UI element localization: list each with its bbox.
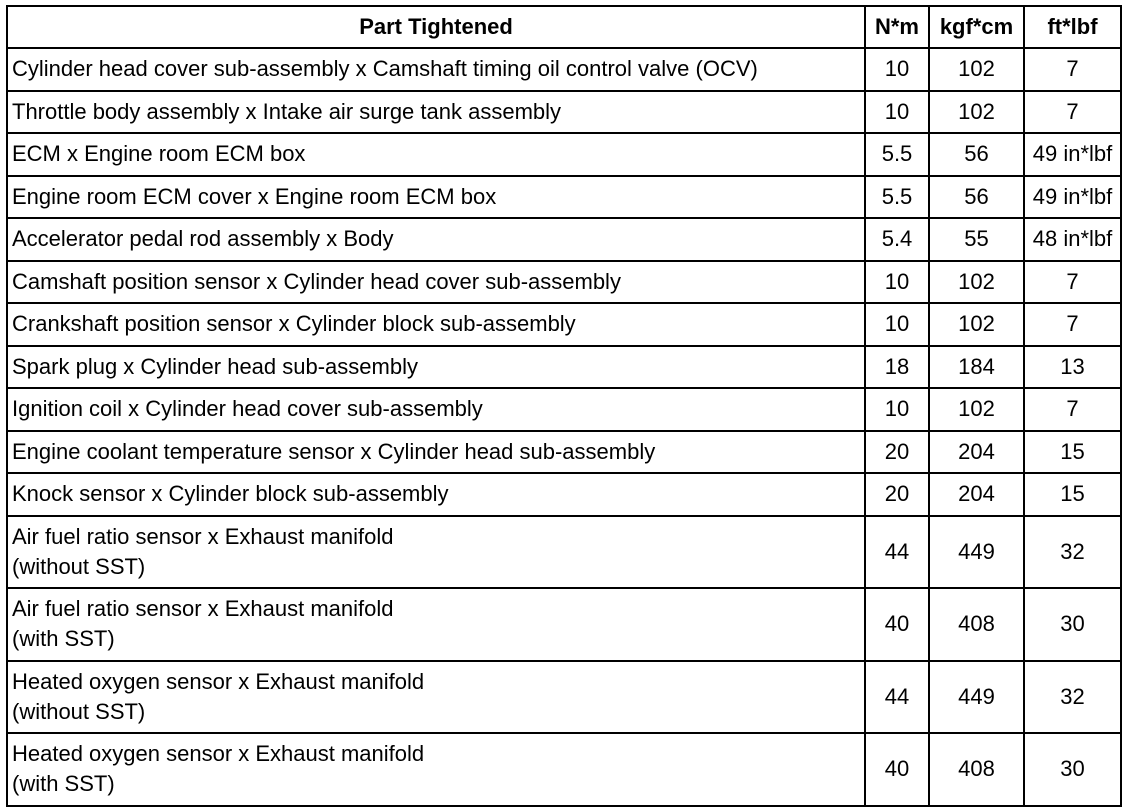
header-part-tightened: Part Tightened bbox=[7, 6, 865, 48]
header-ft-lbf: ft*lbf bbox=[1024, 6, 1121, 48]
table-row bbox=[7, 431, 1121, 474]
ft-lbf-cell: 7 bbox=[1024, 48, 1121, 91]
part-tightened-cell bbox=[7, 218, 865, 261]
newton-meter-cell: 10 bbox=[865, 303, 929, 346]
table-row bbox=[7, 473, 1121, 516]
table-row bbox=[7, 133, 1121, 176]
newton-meter-cell: 40 bbox=[865, 588, 929, 661]
ft-lbf-cell: 49 in*lbf bbox=[1024, 133, 1121, 176]
kgf-cm-cell: 102 bbox=[929, 91, 1024, 134]
part-description-line: ECM x Engine room ECM box bbox=[12, 141, 306, 167]
ft-lbf-cell: 7 bbox=[1024, 261, 1121, 304]
ft-lbf-cell: 30 bbox=[1024, 733, 1121, 806]
table-row bbox=[7, 48, 1121, 91]
kgf-cm-cell: 102 bbox=[929, 48, 1024, 91]
kgf-cm-cell: 102 bbox=[929, 388, 1024, 431]
kgf-cm-cell: 449 bbox=[929, 516, 1024, 589]
part-tightened-cell bbox=[7, 91, 865, 134]
ft-lbf-cell: 32 bbox=[1024, 661, 1121, 734]
kgf-cm-cell: 102 bbox=[929, 303, 1024, 346]
newton-meter-cell: 10 bbox=[865, 261, 929, 304]
part-tightened-cell bbox=[7, 733, 865, 806]
table-row bbox=[7, 588, 1121, 661]
kgf-cm-cell: 449 bbox=[929, 661, 1024, 734]
torque-spec-table bbox=[6, 5, 1122, 807]
part-description-line: Air fuel ratio sensor x Exhaust manifold bbox=[12, 596, 394, 622]
header-kgf-cm: kgf*cm bbox=[929, 6, 1024, 48]
newton-meter-cell: 40 bbox=[865, 733, 929, 806]
kgf-cm-cell: 102 bbox=[929, 261, 1024, 304]
part-description-line: Cylinder head cover sub-assembly x Camshaft timing oil control valve (OCV) bbox=[12, 56, 758, 82]
newton-meter-cell: 10 bbox=[865, 48, 929, 91]
part-description-line: Ignition coil x Cylinder head cover sub-assembly bbox=[12, 396, 483, 422]
ft-lbf-cell: 13 bbox=[1024, 346, 1121, 389]
newton-meter-cell: 20 bbox=[865, 431, 929, 474]
table-row bbox=[7, 303, 1121, 346]
part-tightened-cell bbox=[7, 176, 865, 219]
table-row bbox=[7, 176, 1121, 219]
newton-meter-cell: 10 bbox=[865, 91, 929, 134]
newton-meter-cell: 5.5 bbox=[865, 176, 929, 219]
ft-lbf-cell: 15 bbox=[1024, 431, 1121, 474]
header-newton-meter: N*m bbox=[865, 6, 929, 48]
torque-table-body bbox=[7, 48, 1121, 806]
ft-lbf-cell: 30 bbox=[1024, 588, 1121, 661]
kgf-cm-cell: 184 bbox=[929, 346, 1024, 389]
ft-lbf-cell: 32 bbox=[1024, 516, 1121, 589]
part-tightened-cell bbox=[7, 303, 865, 346]
part-tightened-cell bbox=[7, 473, 865, 516]
part-description-line: (without SST) bbox=[12, 698, 146, 724]
table-row bbox=[7, 91, 1121, 134]
part-tightened-cell bbox=[7, 431, 865, 474]
ft-lbf-cell: 7 bbox=[1024, 303, 1121, 346]
part-description-line: Engine room ECM cover x Engine room ECM box bbox=[12, 183, 497, 209]
part-description-line: (with SST) bbox=[12, 771, 115, 797]
part-tightened-cell bbox=[7, 388, 865, 431]
kgf-cm-cell: 55 bbox=[929, 218, 1024, 261]
ft-lbf-cell: 48 in*lbf bbox=[1024, 218, 1121, 261]
part-description-line: (without SST) bbox=[12, 553, 146, 579]
part-tightened-cell bbox=[7, 516, 865, 589]
part-tightened-cell bbox=[7, 661, 865, 734]
part-description-line: Knock sensor x Cylinder block sub-assembly bbox=[12, 481, 449, 507]
newton-meter-cell: 44 bbox=[865, 516, 929, 589]
ft-lbf-cell: 7 bbox=[1024, 388, 1121, 431]
part-description-line: (with SST) bbox=[12, 626, 115, 652]
part-description-line: Camshaft position sensor x Cylinder head cover sub-assembly bbox=[12, 268, 621, 294]
part-description-line: Throttle body assembly x Intake air surge tank assembly bbox=[12, 98, 562, 124]
table-row bbox=[7, 516, 1121, 589]
table-row bbox=[7, 733, 1121, 806]
part-description-line: Air fuel ratio sensor x Exhaust manifold bbox=[12, 523, 394, 549]
header-row bbox=[7, 6, 1121, 48]
ft-lbf-cell: 49 in*lbf bbox=[1024, 176, 1121, 219]
part-tightened-cell bbox=[7, 346, 865, 389]
part-description-line: Spark plug x Cylinder head sub-assembly bbox=[12, 353, 418, 379]
kgf-cm-cell: 204 bbox=[929, 431, 1024, 474]
newton-meter-cell: 10 bbox=[865, 388, 929, 431]
part-tightened-cell bbox=[7, 261, 865, 304]
part-tightened-cell bbox=[7, 588, 865, 661]
kgf-cm-cell: 408 bbox=[929, 733, 1024, 806]
part-description-line: Accelerator pedal rod assembly x Body bbox=[12, 226, 394, 252]
part-tightened-cell bbox=[7, 48, 865, 91]
newton-meter-cell: 44 bbox=[865, 661, 929, 734]
table-row bbox=[7, 346, 1121, 389]
part-description-line: Engine coolant temperature sensor x Cylinder head sub-assembly bbox=[12, 438, 656, 464]
ft-lbf-cell: 15 bbox=[1024, 473, 1121, 516]
part-description-line: Heated oxygen sensor x Exhaust manifold bbox=[12, 668, 425, 694]
kgf-cm-cell: 408 bbox=[929, 588, 1024, 661]
kgf-cm-cell: 56 bbox=[929, 176, 1024, 219]
kgf-cm-cell: 204 bbox=[929, 473, 1024, 516]
part-description-line: Crankshaft position sensor x Cylinder block sub-assembly bbox=[12, 311, 576, 337]
table-row bbox=[7, 388, 1121, 431]
table-row bbox=[7, 261, 1121, 304]
ft-lbf-cell: 7 bbox=[1024, 91, 1121, 134]
table-row bbox=[7, 661, 1121, 734]
newton-meter-cell: 5.4 bbox=[865, 218, 929, 261]
part-description-line: Heated oxygen sensor x Exhaust manifold bbox=[12, 741, 425, 767]
newton-meter-cell: 20 bbox=[865, 473, 929, 516]
newton-meter-cell: 5.5 bbox=[865, 133, 929, 176]
part-tightened-cell bbox=[7, 133, 865, 176]
kgf-cm-cell: 56 bbox=[929, 133, 1024, 176]
table-row bbox=[7, 218, 1121, 261]
newton-meter-cell: 18 bbox=[865, 346, 929, 389]
